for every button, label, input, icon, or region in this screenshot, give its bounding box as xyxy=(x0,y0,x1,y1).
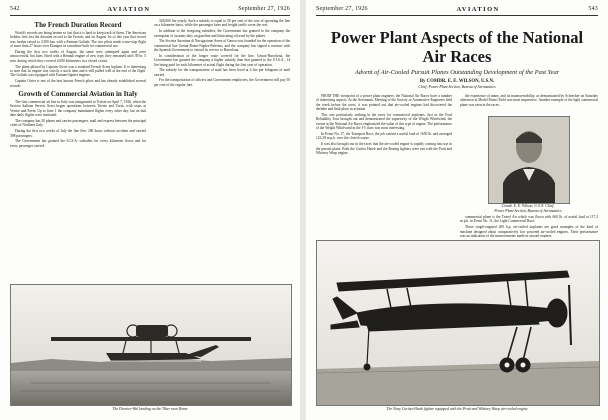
article-paragraph: FROM THE viewpoint of a power plant engineer, the National Air Races have a number of interesting aspects. At the Aeronautic Meeting of the Society of Automotive Engineers held the week before the races, it was pointed out that air-cooled engines had discovered the definite and final place in aviation. xyxy=(316,94,452,112)
right-column-2-bottom xyxy=(460,215,598,237)
article-title: Power Plant Aspects of the National Air Races xyxy=(330,28,584,66)
article-paragraph: World's records are being beaten so fast that it is hard to keep track of them. The American holders first lost the duration record to the French, and on August 1st of this year that record was further raised to 3,500 km. with a Farman Goliath. The two pilots made a non-stop flight of more than 27 hours over Etampes in a machine built for commercial use. xyxy=(10,31,146,49)
left-publication-name: AVIATION xyxy=(107,5,151,13)
article-paragraph: It was also brought out in the races that the air-cooled engine is rapidly coming into use in the pursuit plane. Both the Curtiss Hawk and the Boeing fighters were run with the Pratt and Whitney Wasp engine. xyxy=(316,142,452,155)
article-paragraph: The subsidy for the transportation of mail has been fixed at 4 lire per kilogram of mail carried. xyxy=(154,68,290,77)
left-header-rule xyxy=(10,15,290,16)
left-issue-date: September 27, 1926 xyxy=(238,6,290,12)
article-paragraph: The first commercial air line in Italy was inaugurated at Trieste on April 7, 1926, when the Societa Italiana Servizi Aerei began operations between Trieste and Turin, with stops at Venice and Pavia. Up to June 1 the company maintained flights every other day, but on that date daily flights were instituted. xyxy=(10,100,146,118)
article-paragraph: Captain Girier is one of the best known French pilots and has already established several records. xyxy=(10,79,146,88)
article-paragraph: 328,000 lire yearly. Such a subsidy is equal to 58 per cent of the cost of operating the line on a kilometer basis, while the passenger fares and freight tariffs cover the rest. xyxy=(154,19,290,28)
left-running-head xyxy=(10,4,290,14)
right-header-rule xyxy=(316,15,598,16)
right-page-number: 543 xyxy=(588,6,598,12)
biplane-illustration xyxy=(317,241,599,405)
portrait-illustration xyxy=(489,117,569,203)
article-paragraph: commercial plane is the Travel Air which was flown with 660 lb. of useful load at 117.2 m.p.h. in Event No. 11, the Light Commercial Race. xyxy=(460,215,598,224)
article-paragraph: In addition to the foregoing subsidies, the Government has granted to the company the exemption of customs duty on gasoline and lubricating oil used by the planes. xyxy=(154,29,290,38)
left-page xyxy=(0,0,300,420)
flying-boat-caption: The Dornier-Wal landing on the Tiber near Rome xyxy=(112,407,188,411)
author-role: Chief, Power Plant Section, Bureau of Aeronautics xyxy=(418,85,496,89)
left-column-1 xyxy=(10,19,146,281)
article-paragraph: The Government has granted the S.I.S.A. subsidies for every kilometer flown and for every passenger carried. xyxy=(10,139,146,148)
right-publication-name: AVIATION xyxy=(456,5,500,13)
portrait-caption-role: Power Plant Section, Bureau of Aeronautics xyxy=(494,208,562,213)
article-paragraph: The company has 20 planes and carries passengers, mail and express between the principal cities of Northern Italy. xyxy=(10,119,146,128)
flying-boat-illustration xyxy=(11,285,291,405)
flying-boat-photo xyxy=(10,284,292,406)
article-paragraph: During the first two weeks of August, the same crew attempted again and were unsuccessful, but later, fitted with a Renault engine of new type, they remained aloft 39 hr. 5 min. during which they covered 4,000 kilometers in a closed circuit. xyxy=(10,50,146,63)
article-paragraph: In consideration of the longer route covered for the line, Genoa-Barcelona, the Government has granted the company a higher subsidy than that granted to the S.I.S.A., 14 lire being paid for each kilometer of actual flight during the first year of operation. xyxy=(154,53,290,67)
biplane-photo xyxy=(316,240,600,406)
italy-aviation-heading: Growth of Commercial Aviation in Italy xyxy=(18,90,138,98)
right-column-2-top xyxy=(460,94,598,114)
article-paragraph: This was particularly striking in the races for commercial airplanes. Just as the Ford Reliability Tour brought out and demonstrated the superiority of the Wright Whirlwind, the events at the National Air Races emphasized the value of this type of engine. The performance of the Wright Whirlwind in the J-5 class was most interesting. xyxy=(316,113,452,131)
article-paragraph: During the first two weeks of July the line flew 180 hours without accident and carried 398 passengers. xyxy=(10,129,146,138)
right-issue-date: September 27, 1926 xyxy=(316,6,368,12)
left-column-2 xyxy=(154,19,290,281)
article-paragraph: The plane piloted by Captain Girier was a standard French Army biplane. It is interesting to note that its engine was strictly a stock item and it still pulled well at the end of the flight. The Goliath was equipped with Farman-Jupiter engines. xyxy=(10,64,146,78)
right-column-1 xyxy=(316,94,452,234)
biplane-caption: The Navy Curtiss-Hawk fighter equipped with the Pratt and Whitney Wasp air-cooled engine xyxy=(386,407,528,411)
right-running-head xyxy=(316,4,598,14)
article-paragraph: In Event No. 17, the Transport Race, the job carried a useful load of 1650 lb. and averaged 123.28 m.p.h. over the closed course. xyxy=(316,132,452,141)
article-subtitle: Advent of Air-Cooled Pursuit Planes Outstanding Development of the Past Year xyxy=(354,69,560,76)
article-paragraph: the experience of many, and its maneuverability, as demonstrated by Schrecker on Saturday afternoon at Model Farms Field was most impressive. Another example of the light commercial plane was seen in the races. xyxy=(460,94,598,107)
right-page xyxy=(306,0,608,420)
author-portrait xyxy=(488,116,570,204)
french-record-heading: The French Duration Record xyxy=(34,21,122,29)
article-byline: By COMDR. E. E. WILSON, U.S.N. xyxy=(419,79,495,84)
portrait-caption-name: Comdr. E. E. Wilson, U.S.N. Chief, xyxy=(501,204,555,208)
left-page-number: 542 xyxy=(10,6,20,12)
article-paragraph: For the transportation of officers and Government employees, the Government will pay 50 per cent of the regular fare. xyxy=(154,78,290,87)
article-paragraph: These single-engined 200 h.p. air-cooled airplanes are good examples of the kind of machine designed about comparatively low powered air-cooled engines. Their performance was an indication of the improvements made in aircraft engines. xyxy=(460,225,598,237)
article-paragraph: The Societa Anonima di Navigazione Aerea of Genoa was founded for the operation of the commercial line Genoa-Rome-Naples-Palermo, and the company has signed a contract with the Spanish Government to extend its service to Barcelona. xyxy=(154,39,290,53)
